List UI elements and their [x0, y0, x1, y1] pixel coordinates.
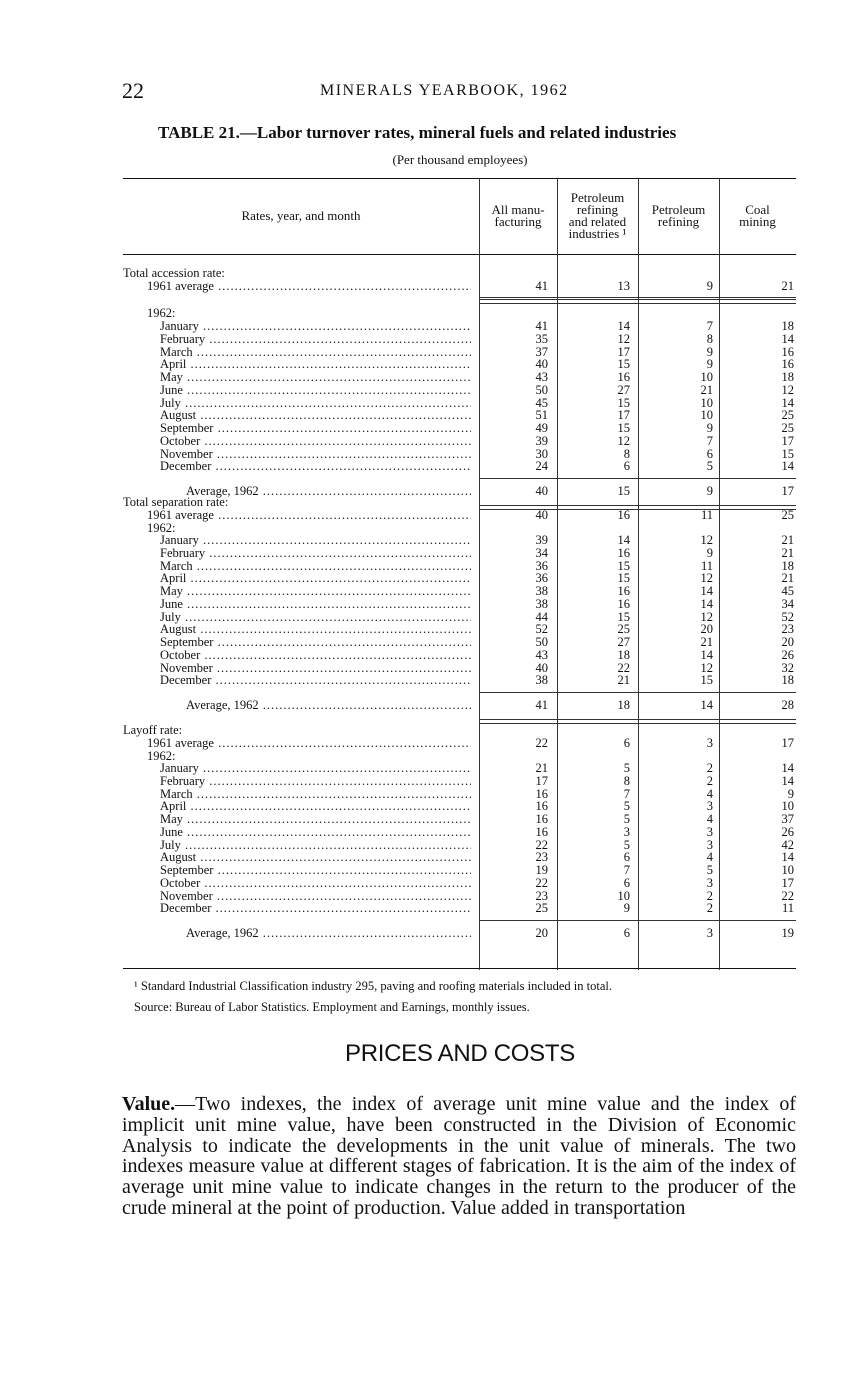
cell-value: 9	[706, 344, 713, 359]
row-label: Total separation rate:	[123, 496, 229, 509]
row-label: Total accession rate:	[123, 267, 225, 280]
cell-value: 12	[700, 660, 713, 675]
row-label: November .....	[160, 448, 471, 461]
cell-value: 18	[781, 558, 794, 573]
cell-value: 16	[535, 812, 548, 826]
cell-value: 14	[617, 319, 630, 333]
table-row	[123, 320, 796, 333]
cell-value: 24	[535, 459, 548, 474]
cell-value: 51	[535, 408, 548, 423]
cell-value: 30	[535, 446, 548, 461]
cell-value: 2	[706, 773, 713, 788]
table-row	[123, 280, 796, 293]
cell-value: 14	[781, 395, 794, 410]
cell-value: 16	[617, 370, 630, 384]
cell-value: 36	[535, 571, 548, 586]
cell-value: 40	[535, 660, 548, 675]
cell-value: 16	[781, 357, 794, 372]
cell-value: 9	[706, 357, 713, 372]
row-label: August .....	[160, 409, 471, 422]
paragraph-lead: Value.	[122, 1093, 176, 1115]
cell-value: 16	[617, 545, 630, 560]
row-label: August .....	[160, 851, 471, 864]
cell-value: 9	[623, 901, 630, 916]
table-row	[123, 851, 796, 864]
cell-value: 18	[781, 673, 794, 688]
row-rule	[479, 692, 796, 693]
cell-value: 14	[781, 459, 794, 474]
table-row	[123, 358, 796, 371]
cell-value: 9	[706, 421, 713, 435]
cell-value: 20	[700, 622, 713, 637]
cell-value: 26	[781, 824, 794, 839]
cell-value: 5	[623, 761, 630, 775]
cell-value: 7	[623, 863, 630, 877]
table-row	[123, 699, 796, 712]
row-label: Average, 1962 .....	[186, 485, 471, 498]
cell-value: 12	[700, 533, 713, 547]
cell-value: 18	[617, 647, 630, 662]
cell-value: 44	[535, 609, 548, 624]
row-label: October .....	[160, 649, 471, 662]
table-row	[123, 371, 796, 384]
cell-value: 16	[617, 508, 630, 522]
cell-value: 2	[706, 901, 713, 916]
row-label: December .....	[160, 902, 471, 915]
table-row	[123, 775, 796, 788]
table-row	[123, 422, 796, 435]
cell-value: 14	[781, 773, 794, 788]
cell-value: 17	[617, 408, 630, 423]
cell-value: 10	[700, 408, 713, 423]
row-label: September .....	[160, 636, 471, 649]
cell-value: 17	[781, 875, 794, 890]
cell-value: 14	[700, 698, 713, 712]
row-label: February .....	[160, 333, 471, 346]
row-label: 1962:	[147, 307, 176, 320]
table-row	[123, 307, 796, 320]
cell-value: 35	[535, 331, 548, 346]
cell-value: 11	[700, 508, 713, 522]
labor-turnover-table	[123, 178, 796, 970]
cell-value: 12	[617, 433, 630, 448]
cell-value: 9	[787, 786, 794, 801]
cell-value: 15	[617, 421, 630, 435]
cell-value: 21	[781, 533, 794, 547]
table-row	[123, 636, 796, 649]
table-row	[123, 788, 796, 801]
table-row	[123, 460, 796, 473]
cell-value: 8	[623, 773, 630, 788]
row-label: March .....	[160, 788, 471, 801]
table-row	[123, 409, 796, 422]
cell-value: 5	[623, 812, 630, 826]
cell-value: 10	[617, 888, 630, 903]
row-label: November .....	[160, 662, 471, 675]
cell-value: 15	[781, 446, 794, 461]
cell-value: 14	[700, 647, 713, 662]
cell-value: 12	[617, 331, 630, 346]
cell-value: 25	[781, 408, 794, 423]
table-row	[123, 547, 796, 560]
cell-value: 11	[781, 901, 794, 916]
row-label: March .....	[160, 346, 471, 359]
cell-value: 18	[781, 319, 794, 333]
cell-value: 19	[535, 863, 548, 877]
cell-value: 16	[781, 344, 794, 359]
cell-value: 23	[535, 850, 548, 865]
row-label: October .....	[160, 877, 471, 890]
cell-value: 6	[623, 875, 630, 890]
row-rule	[479, 297, 796, 298]
cell-value: 14	[781, 331, 794, 346]
cell-value: 41	[535, 698, 548, 712]
cell-value: 27	[617, 635, 630, 649]
table-row	[123, 762, 796, 775]
table-row	[123, 826, 796, 839]
cell-value: 40	[535, 484, 548, 498]
row-label: January .....	[160, 534, 471, 547]
cell-value: 39	[535, 533, 548, 547]
row-label: 1961 average .....	[147, 280, 471, 293]
cell-value: 52	[535, 622, 548, 637]
cell-value: 2	[706, 888, 713, 903]
double-rule	[479, 299, 796, 304]
cell-value: 36	[535, 558, 548, 573]
running-title: MINERALS YEARBOOK, 1962	[320, 82, 569, 99]
table-row	[123, 384, 796, 397]
cell-value: 10	[781, 799, 794, 814]
cell-value: 15	[700, 673, 713, 688]
cell-value: 49	[535, 421, 548, 435]
cell-value: 43	[535, 647, 548, 662]
cell-value: 21	[700, 382, 713, 397]
cell-value: 38	[535, 673, 548, 688]
cell-value: 41	[535, 319, 548, 333]
row-label: September .....	[160, 422, 471, 435]
table-row	[123, 611, 796, 624]
cell-value: 3	[706, 875, 713, 890]
column-header-rates	[123, 178, 479, 254]
table-bottom-rule	[123, 968, 796, 969]
cell-value: 6	[706, 446, 713, 461]
cell-value: 43	[535, 370, 548, 384]
cell-value: 6	[623, 736, 630, 750]
cell-value: 16	[617, 584, 630, 598]
cell-value: 42	[781, 837, 794, 852]
row-label: June .....	[160, 598, 471, 611]
column-header-label: Coal mining	[739, 202, 776, 229]
cell-value: 15	[617, 357, 630, 372]
row-label: 1962:	[147, 521, 176, 535]
row-label: May .....	[160, 813, 471, 826]
column-header-coal-mining	[719, 178, 796, 254]
cell-value: 17	[781, 433, 794, 448]
cell-value: 12	[700, 609, 713, 624]
cell-value: 39	[535, 433, 548, 448]
cell-value: 9	[706, 545, 713, 560]
table-row	[123, 435, 796, 448]
cell-value: 21	[781, 571, 794, 586]
cell-value: 14	[617, 533, 630, 547]
cell-value: 5	[623, 799, 630, 814]
cell-value: 50	[535, 635, 548, 649]
cell-value: 50	[535, 382, 548, 397]
cell-value: 17	[781, 736, 794, 750]
section-heading: PRICES AND COSTS	[345, 1040, 575, 1067]
row-label: March .....	[160, 560, 471, 573]
table-subtitle: (Per thousand employees)	[392, 152, 528, 167]
table-row	[123, 674, 796, 687]
table-row	[123, 598, 796, 611]
table-row	[123, 927, 796, 940]
cell-value: 20	[535, 926, 548, 940]
cell-value: 15	[617, 571, 630, 586]
row-label: April .....	[160, 358, 471, 371]
table-row	[123, 724, 796, 737]
cell-value: 10	[700, 395, 713, 410]
table-row	[123, 649, 796, 662]
cell-value: 23	[535, 888, 548, 903]
cell-value: 34	[781, 596, 794, 611]
row-label: 1961 average .....	[147, 737, 471, 750]
cell-value: 3	[706, 799, 713, 814]
cell-value: 25	[781, 508, 794, 522]
table-row	[123, 572, 796, 585]
row-label: December .....	[160, 674, 471, 687]
row-label: July .....	[160, 397, 471, 410]
row-label: 1961 average .....	[147, 509, 471, 522]
cell-value: 27	[617, 382, 630, 397]
cell-value: 20	[781, 635, 794, 649]
cell-value: 3	[706, 736, 713, 750]
table-row	[123, 877, 796, 890]
cell-value: 14	[700, 584, 713, 598]
cell-value: 3	[706, 926, 713, 940]
page-number: 22	[122, 78, 144, 103]
cell-value: 9	[706, 484, 713, 498]
row-label: January .....	[160, 320, 471, 333]
row-label: January .....	[160, 762, 471, 775]
cell-value: 15	[617, 484, 630, 498]
table-source: Source: Bureau of Labor Statistics. Employment and Earnings, monthly issues.	[134, 1000, 530, 1014]
table-row	[123, 623, 796, 636]
cell-value: 7	[623, 786, 630, 801]
cell-value: 6	[623, 926, 630, 940]
cell-value: 5	[706, 459, 713, 474]
row-rule	[479, 478, 796, 479]
page-header	[122, 78, 762, 104]
cell-value: 6	[623, 850, 630, 865]
cell-value: 40	[535, 357, 548, 372]
column-header-label: Petroleum refining	[651, 202, 706, 229]
row-label: February .....	[160, 775, 471, 788]
cell-value: 14	[781, 761, 794, 775]
cell-value: 12	[700, 571, 713, 586]
cell-value: 19	[781, 926, 794, 940]
table-row	[123, 585, 796, 598]
table-row	[123, 560, 796, 573]
cell-value: 25	[617, 622, 630, 637]
row-label: April .....	[160, 800, 471, 813]
cell-value: 5	[706, 863, 713, 877]
row-label: Average, 1962 .....	[186, 699, 471, 712]
cell-value: 3	[706, 824, 713, 839]
row-label: October .....	[160, 435, 471, 448]
cell-value: 3	[623, 824, 630, 839]
cell-value: 21	[617, 673, 630, 688]
table-title: TABLE 21.—Labor turnover rates, mineral fuels and related industries	[158, 123, 677, 142]
table-row	[123, 800, 796, 813]
table-row	[123, 267, 796, 280]
cell-value: 17	[535, 773, 548, 788]
row-rule	[479, 920, 796, 921]
table-row	[123, 496, 796, 509]
table-row	[123, 890, 796, 903]
row-label: December .....	[160, 460, 471, 473]
row-label: February .....	[160, 547, 471, 560]
row-label: June .....	[160, 826, 471, 839]
cell-value: 22	[535, 875, 548, 890]
cell-value: 8	[623, 446, 630, 461]
cell-value: 26	[781, 647, 794, 662]
table-row	[123, 839, 796, 852]
cell-value: 14	[700, 596, 713, 611]
table-row	[123, 737, 796, 750]
cell-value: 12	[781, 382, 794, 397]
cell-value: 22	[617, 660, 630, 675]
cell-value: 32	[781, 660, 794, 675]
cell-value: 28	[781, 698, 794, 712]
cell-value: 34	[535, 545, 548, 560]
cell-value: 5	[623, 837, 630, 852]
cell-value: 23	[781, 622, 794, 637]
cell-value: 17	[781, 484, 794, 498]
table-row	[123, 902, 796, 915]
cell-value: 18	[781, 370, 794, 384]
cell-value: 16	[617, 596, 630, 611]
column-header-petroleum-related	[557, 178, 638, 254]
table-footnote: ¹ Standard Industrial Classification industry 295, paving and roofing materials included in total.	[134, 979, 612, 993]
table-row	[123, 534, 796, 547]
column-header-all-manufacturing	[479, 178, 557, 254]
cell-value: 10	[781, 863, 794, 877]
cell-value: 41	[535, 279, 548, 293]
cell-value: 38	[535, 584, 548, 598]
table-row	[123, 397, 796, 410]
cell-value: 8	[706, 331, 713, 346]
cell-value: 37	[535, 344, 548, 359]
cell-value: 17	[617, 344, 630, 359]
cell-value: 45	[535, 395, 548, 410]
cell-value: 14	[781, 850, 794, 865]
cell-value: 25	[535, 901, 548, 916]
cell-value: 22	[535, 837, 548, 852]
row-label: November .....	[160, 890, 471, 903]
cell-value: 21	[781, 279, 794, 293]
body-paragraph	[122, 1094, 796, 1219]
row-label: Layoff rate:	[123, 724, 183, 737]
cell-value: 6	[623, 459, 630, 474]
cell-value: 7	[706, 319, 713, 333]
paragraph-body: —Two indexes, the index of average unit mine value and the index of implicit unit mine value, have been constructed in the Division of Economic Analysis to indicate the developments in the unit value of minerals. The two indexes measure value at different stages of fabrication. It is the aim of the index of average unit mine value to indicate changes in the return to the producer of the crude mineral at the point of production. Value added in transportation	[122, 1093, 796, 1219]
row-label: July .....	[160, 839, 471, 852]
cell-value: 18	[617, 698, 630, 712]
cell-value: 13	[617, 279, 630, 293]
cell-value: 10	[700, 370, 713, 384]
cell-value: 15	[617, 558, 630, 573]
table-row	[123, 346, 796, 359]
table-row	[123, 448, 796, 461]
cell-value: 21	[535, 761, 548, 775]
header-bottom-rule	[123, 254, 796, 255]
row-label: May .....	[160, 585, 471, 598]
table-row	[123, 333, 796, 346]
row-label: June .....	[160, 384, 471, 397]
cell-value: 16	[535, 786, 548, 801]
cell-value: 7	[706, 433, 713, 448]
cell-value: 9	[706, 279, 713, 293]
cell-value: 37	[781, 812, 794, 826]
table-row	[123, 662, 796, 675]
cell-value: 21	[700, 635, 713, 649]
cell-value: 16	[535, 799, 548, 814]
cell-value: 45	[781, 584, 794, 598]
row-label: September .....	[160, 864, 471, 877]
table-row	[123, 864, 796, 877]
table-row	[123, 509, 796, 522]
cell-value: 25	[781, 421, 794, 435]
cell-value: 2	[706, 761, 713, 775]
column-header-label: Rates, year, and month	[241, 208, 361, 223]
cell-value: 16	[535, 824, 548, 839]
row-label: April .....	[160, 572, 471, 585]
column-header-label: Petroleum refining and related industries ¹	[568, 190, 627, 241]
row-label: August .....	[160, 623, 471, 636]
cell-value: 22	[781, 888, 794, 903]
cell-value: 4	[706, 850, 713, 865]
cell-value: 15	[617, 609, 630, 624]
column-header-label: All manu- facturing	[491, 202, 545, 229]
column-header-petroleum-refining	[638, 178, 719, 254]
cell-value: 15	[617, 395, 630, 410]
row-label: July .....	[160, 611, 471, 624]
cell-value: 21	[781, 545, 794, 560]
cell-value: 4	[706, 786, 713, 801]
table-row	[123, 813, 796, 826]
cell-value: 38	[535, 596, 548, 611]
cell-value: 3	[706, 837, 713, 852]
cell-value: 40	[535, 508, 548, 522]
cell-value: 22	[535, 736, 548, 750]
row-label: Average, 1962 .....	[186, 927, 471, 940]
cell-value: 11	[700, 558, 713, 573]
cell-value: 52	[781, 609, 794, 624]
row-label: 1962:	[147, 749, 176, 763]
row-label: May .....	[160, 371, 471, 384]
table-row	[123, 522, 796, 535]
table-row	[123, 750, 796, 763]
cell-value: 4	[706, 812, 713, 826]
